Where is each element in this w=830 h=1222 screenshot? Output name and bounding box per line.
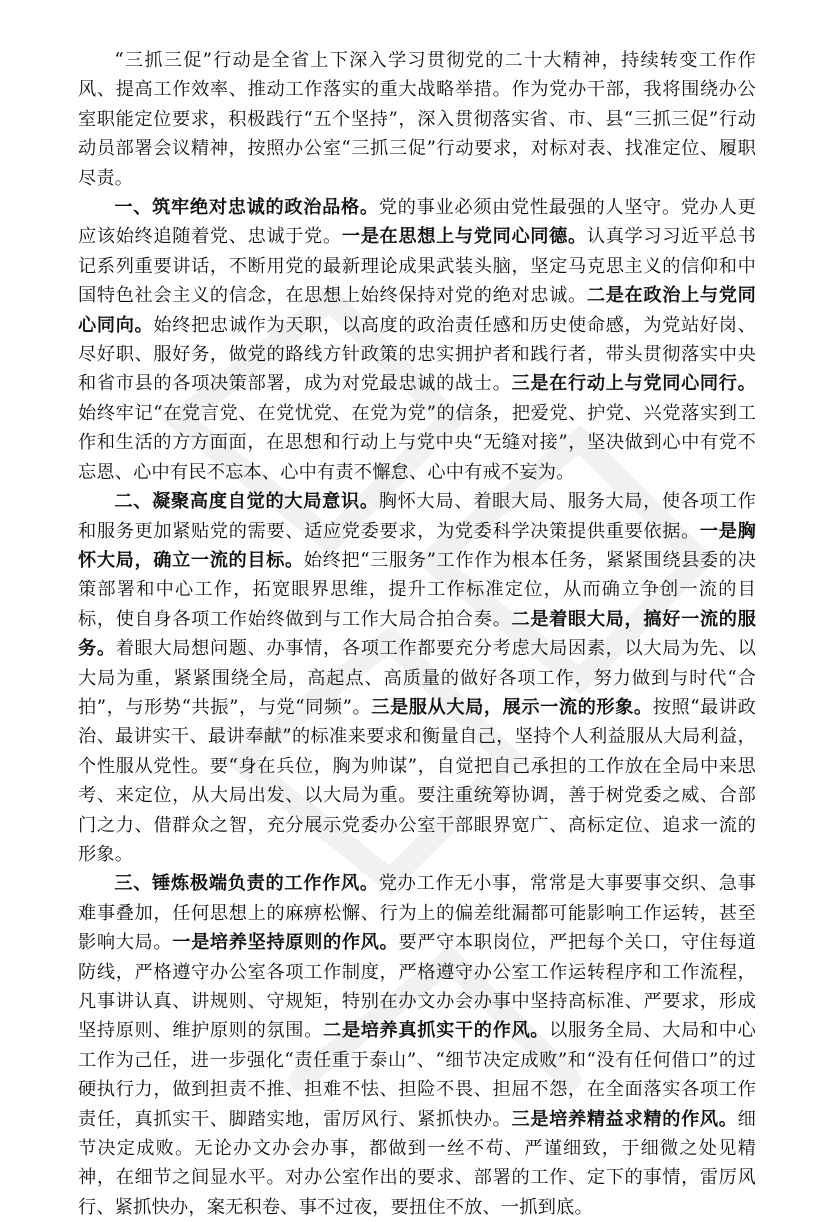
section-3-text-2: 要严守本职岗位，严把每个关口，守住每道防线，严格遵守办公室各项工作制度，严格遵守办公室工作运转程序和工作流程，凡事讲认真、讲规则、守规矩，特别在办文办会办事中坚持高标准、严要求，形成坚持原则、维护原则的氛围。 (78, 932, 756, 1042)
section-2-point-1: 一是胸怀大局，确立一流的目标。 (78, 520, 756, 571)
section-3-point-2: 二是培养真抓实干的作风。 (323, 1020, 550, 1042)
section-1-text-3: 始终把忠诚作为天职，以高度的政治责任感和历史使命感，为党站好岗、尽好职、服好务，做党的路线方针政策的忠实拥护者和践行者，带头贯彻落实中央和省市县的各项决策部署，成为对党最忠诚的战士。 (78, 314, 756, 395)
section-3-point-3: 三是培养精益求精的作风。 (511, 1108, 738, 1130)
section-2-point-2: 二是着眼大局，搞好一流的服务。 (78, 608, 756, 660)
section-3-text-1: 党办工作无小事，常常是大事要事交织、急事难事叠加，任何思想上的麻痹松懈、行为上的偏差纰漏都可能影响工作运转，甚至影响大局。 (78, 873, 756, 954)
section-3-point-1: 一是培养坚持原则的作风。 (172, 932, 399, 954)
document-body (78, 46, 756, 1222)
section-1-text-1: 党的事业必须由党性最强的人坚守。党办人更应该始终追随着党、忠诚于党。 (78, 197, 756, 248)
section-2-text-4: 按照“最讲政治、最讲实干、最讲奉献”的标准来要求和衡量自己，坚持个人利益服从大局利益，个性服从党性。要“身在兵位，胸为帅谋”，自觉把自己承担的工作放在全局中来思考、来定位，从大局出发、以大局为重。要注重统筹协调，善于树党委之威、合部门之力、借群众之智，充分展示党委办公室干部眼界宽广、高标定位、追求一流的形象。 (78, 696, 756, 865)
section-3-text-4: 细节决定成败。无论办文办会办事，都做到一丝不苟、严谨细致，于细微之处见精神，在细节之间显水平。对办公室作出的要求、部署的工作、定下的事情，雷厉风行、紧抓快办，案无积卷、事不过夜，要扭住不放、一抓到底。 (78, 1108, 756, 1218)
section-2-point-3: 三是服从大局，展示一流的形象。 (371, 696, 653, 718)
section-1-text-4: 始终牢记“在党言党、在党忧党、在党为党”的信条，把爱党、护党、兴党落实到工作和生活的方方面面，在思想和行动上与党中央“无缝对接”，坚决做到心中有党不忘恩、心中有民不忘本、心中有责不懈怠、心中有戒不妄为。 (78, 402, 756, 483)
section-1-text-2: 认真学习习近平总书记系列重要讲话，不断用党的最新理论成果武装头脑，坚定马克思主义的信仰和中国特色社会主义的信念，在思想上始终保持对党的绝对忠诚。 (78, 226, 756, 307)
section-1-point-3: 三是在行动上与党同心同行。 (511, 373, 756, 395)
intro-paragraph (78, 46, 756, 193)
section-2-text-2: 始终把“三服务”工作作为根本任务，紧紧围绕县委的决策部署和中心工作，拓宽眼界思维，提升工作标准定位，从而确立争创一流的目标，使自身各项工作始终做到与工作大局合拍合奏。 (78, 549, 756, 630)
section-2-text-3: 着眼大局想问题、办事情，各项工作都要充分考虑大局因素，以大局为先、以大局为重，紧紧围绕全局，高起点、高质量的做好各项工作，努力做到与时代“合拍”，与形势“共振”，与党“同频”。 (78, 638, 756, 718)
section-1-point-2: 二是在政治上与党同心同向。 (78, 285, 756, 336)
section-2-title: 二、凝聚高度自觉的大局意识。 (114, 491, 379, 513)
intro-text: “三抓三促”行动是全省上下深入学习贯彻党的二十大精神，持续转变工作作风、提高工作效率、推动工作落实的重大战略举措。作为党办干部，我将围绕办公室职能定位要求，积极践行“五个坚持”，深入贯彻落实省、市、县“三抓三促”行动动员部署会议精神，按照办公室“三抓三促”行动要求，对标对表、找准定位、履职尽责。 (78, 50, 756, 189)
section-2-paragraph (78, 487, 756, 869)
section-1-title: 一、筑牢绝对忠诚的政治品格。 (114, 197, 379, 219)
section-3-paragraph (78, 869, 756, 1222)
section-3-text-3: 以服务全局、大局和中心工作为己任，进一步强化“责任重于泰山”、“细节决定成败”和“没有任何借口”的过硬执行力，做到担责不推、担难不怯、担险不畏、担屈不怨，在全面落实各项工作责任，真抓实干、脚踏实地，雷厉风行、紧抓快办。 (78, 1020, 756, 1130)
section-2-text-1: 胸怀大局、着眼大局、服务大局，使各项工作和服务更加紧贴党的需要、适应党委要求，为党委科学决策提供重要依据。 (78, 491, 756, 542)
section-3-title: 三、锤炼极端负责的工作作风。 (114, 873, 379, 895)
section-1-paragraph (78, 193, 756, 487)
section-1-point-1: 一是在思想上与党同心同德。 (341, 226, 587, 248)
